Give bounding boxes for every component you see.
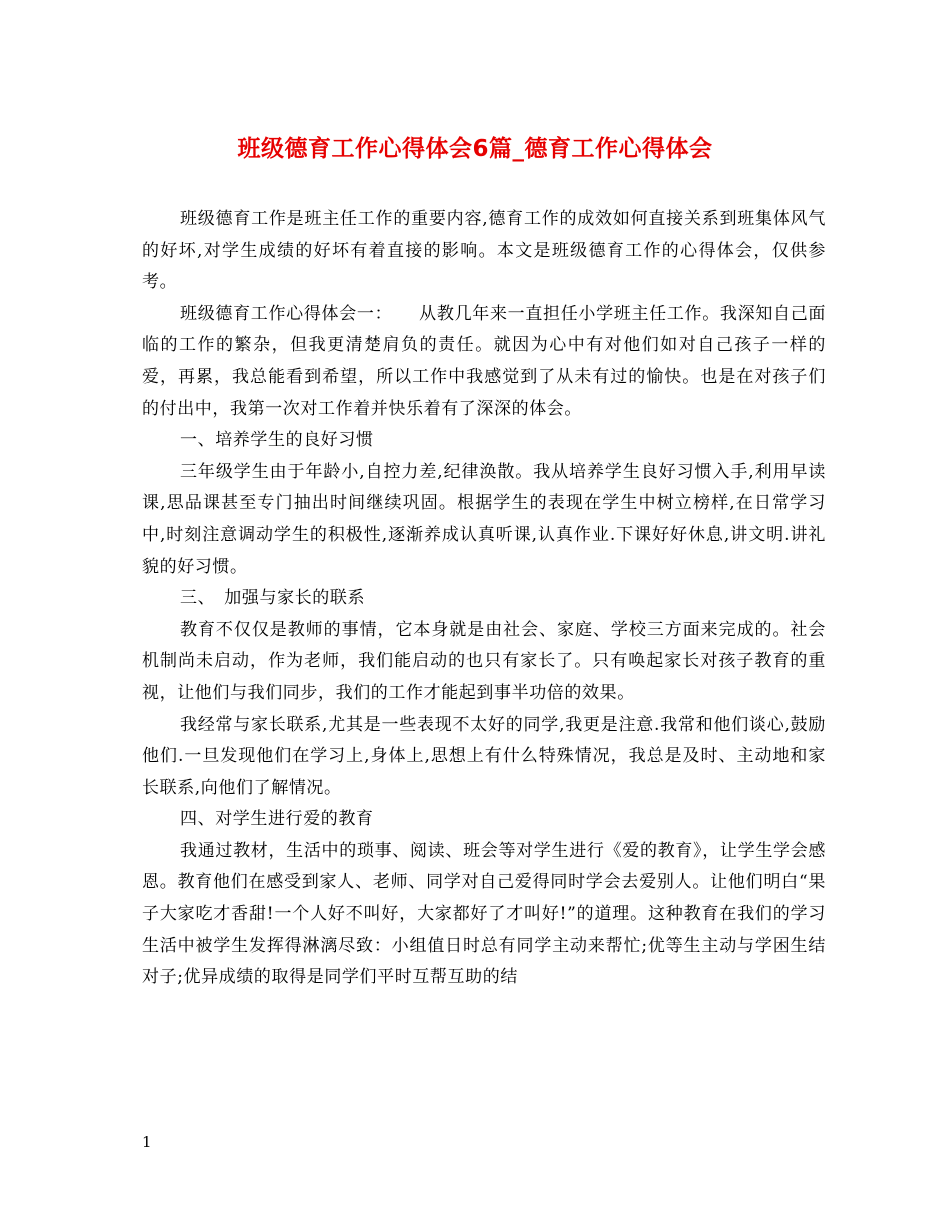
paragraph-experience-one: 班级德育工作心得体会一： 从教几年来一直担任小学班主任工作。我深知自己面临的工作的繁杂，但我更清楚肩负的责任。就因为心中有对他们如对自己孩子一样的爱，再累，我总能看到希望，所以工作中我感觉到了从未有过的愉快。也是在对孩子们的付出中，我第一次对工作着并快乐着有了深深的体会。 — [142, 303, 826, 419]
document-title: 班级德育工作心得体会6篇_德育工作心得体会 — [237, 136, 713, 162]
paragraph-intro: 班级德育工作是班主任工作的重要内容,德育工作的成效如何直接关系到班集体风气的好坏,对学生成绩的好坏有着直接的影响。本文是班级德育工作的心得体会，仅供参考。 — [142, 209, 826, 293]
section-heading-parents: 三、 加强与家长的联系 — [180, 588, 366, 609]
document-body — [142, 204, 826, 994]
section-heading-habits: 一、培养学生的良好习惯 — [180, 430, 374, 451]
section-heading-love: 四、对学生进行爱的教育 — [180, 809, 374, 830]
paragraph-parents-role: 教育不仅仅是教师的事情，它本身就是由社会、家庭、学校三方面来完成的。社会机制尚未启动，作为老师，我们能启动的也只有家长了。只有唤起家长对孩子教育的重视，让他们与我们同步，我们的工作才能起到事半功倍的效果。 — [142, 619, 826, 703]
paragraph-parents-contact: 我经常与家长联系,尤其是一些表现不太好的同学,我更是注意.我常和他们谈心,鼓励他们.一旦发现他们在学习上,身体上,思想上有什么特殊情况，我总是及时、主动地和家长联系,向他们了解情况。 — [142, 714, 826, 798]
paragraph-love-education: 我通过教材，生活中的琐事、阅读、班会等对学生进行《爱的教育》，让学生学会感恩。教育他们在感受到家人、老师、同学对自己爱得同时学会去爱别人。让他们明白“果子大家吃才香甜!一个人好不叫好，大家都好了才叫好!”的道理。这种教育在我们的学习生活中被学生发挥得淋漓尽致：小组值日时总有同学主动来帮忙;优等生主动与学困生结对子;优异成绩的取得是同学们平时互帮互助的结 — [142, 840, 826, 988]
paragraph-habits: 三年级学生由于年龄小,自控力差,纪律涣散。我从培养学生良好习惯入手,利用早读课,思品课甚至专门抽出时间继续巩固。根据学生的表现在学生中树立榜样,在日常学习中,时刻注意调动学生的积极性,逐渐养成认真听课,认真作业.下课好好休息,讲文明.讲礼貌的好习惯。 — [142, 461, 826, 577]
page-number: 1 — [142, 1133, 152, 1151]
